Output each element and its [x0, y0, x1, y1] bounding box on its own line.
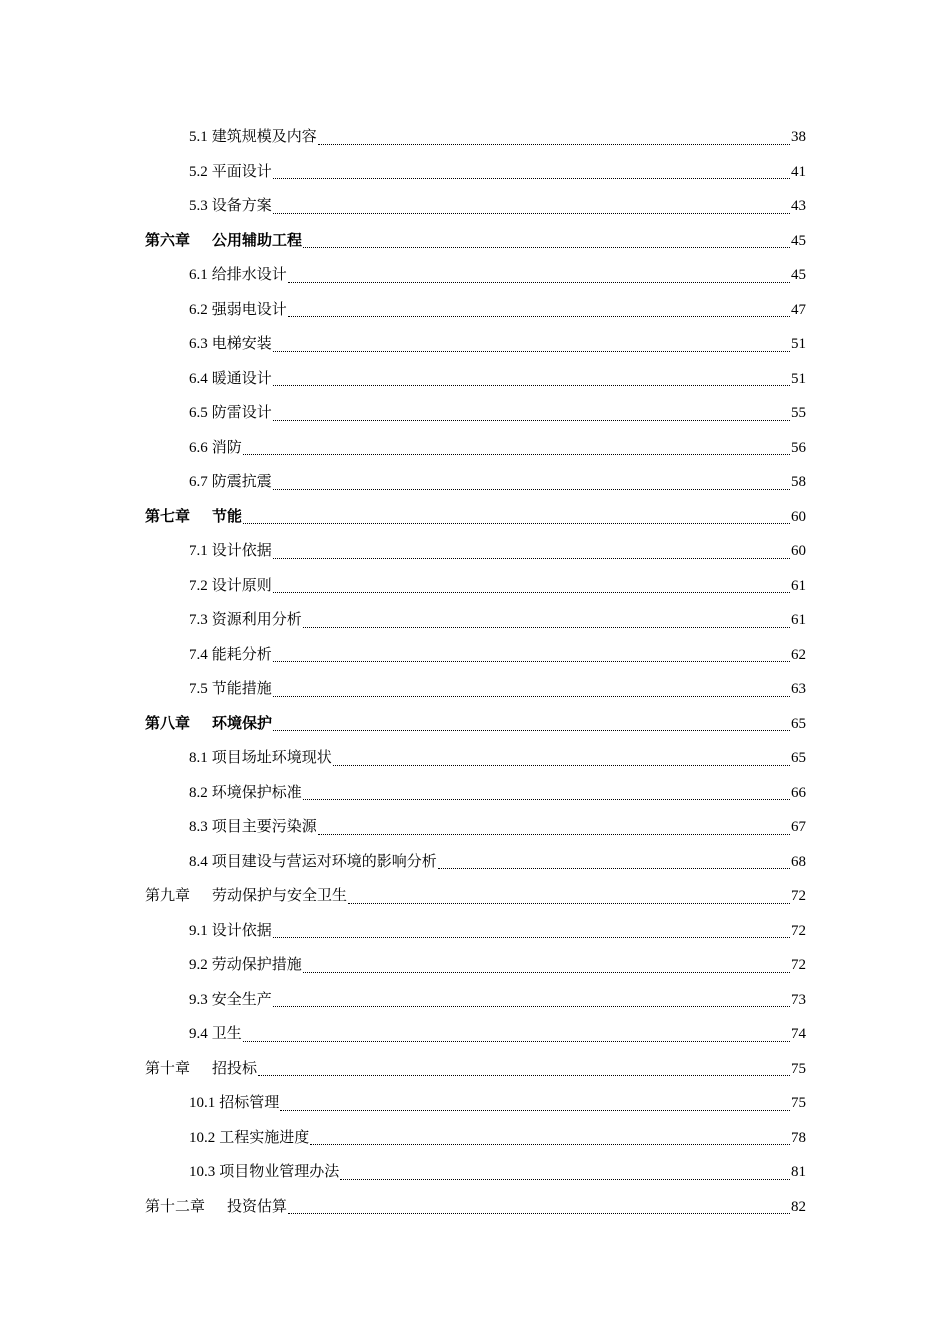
toc-entry-number: 6.4	[189, 370, 208, 387]
toc-entry-label	[189, 1086, 279, 1121]
toc-entry-number: 5.3	[189, 198, 208, 214]
toc-entry-number: 9.3	[189, 991, 208, 1008]
toc-entry-number: 6.2	[189, 301, 208, 318]
toc-dot-leader	[273, 672, 790, 707]
toc-dot-leader	[273, 569, 790, 604]
toc-entry-title: 招投标	[212, 1060, 258, 1077]
toc-entry[interactable]	[145, 948, 806, 983]
toc-entry-number: 9.1	[189, 922, 208, 939]
toc-dot-leader	[303, 224, 790, 259]
toc-entry-number: 6.5	[189, 405, 208, 421]
toc-page-number: 73	[791, 991, 806, 1008]
toc-page-number: 61	[791, 577, 806, 594]
toc-entry-label	[145, 500, 242, 535]
toc-entry-label	[145, 879, 347, 914]
toc-entry[interactable]	[145, 1155, 806, 1190]
toc-chapter-entry[interactable]	[145, 500, 806, 535]
toc-dot-leader	[303, 948, 790, 983]
toc-entry-label	[189, 293, 287, 328]
toc-entry[interactable]	[145, 741, 806, 776]
toc-page-number: 65	[791, 715, 806, 732]
toc-entry-title: 安全生产	[211, 991, 272, 1008]
toc-page-number: 60	[791, 543, 806, 559]
toc-entry[interactable]	[145, 362, 806, 397]
toc-entry-number: 8.4	[189, 853, 208, 870]
toc-page-number: 41	[791, 163, 806, 180]
toc-entry[interactable]	[145, 1121, 806, 1156]
toc-dot-leader	[273, 983, 790, 1018]
toc-entry-title: 劳动保护措施	[211, 957, 302, 973]
toc-entry-title: 环境保护	[212, 715, 273, 732]
toc-entry[interactable]	[145, 672, 806, 707]
toc-entry-title: 防雷设计	[211, 405, 272, 421]
toc-entry-label	[189, 1017, 242, 1052]
toc-entry[interactable]	[145, 1086, 806, 1121]
toc-entry-label	[189, 776, 302, 811]
toc-dot-leader	[280, 1086, 790, 1121]
toc-entry[interactable]	[145, 120, 806, 155]
toc-dot-leader	[310, 1121, 790, 1156]
toc-entry-number: 7.3	[189, 612, 208, 628]
toc-entry-title: 卫生	[211, 1026, 242, 1042]
toc-entry-label	[189, 810, 317, 845]
toc-dot-leader	[273, 396, 790, 431]
toc-entry-title: 建筑规模及内容	[211, 129, 317, 145]
toc-entry-label	[189, 1121, 309, 1156]
toc-entry[interactable]	[145, 1017, 806, 1052]
toc-entry-number: 第七章	[145, 508, 191, 525]
toc-entry[interactable]	[145, 465, 806, 500]
toc-dot-leader	[273, 465, 790, 500]
toc-entry-number: 8.3	[189, 819, 208, 835]
toc-entry-title: 能耗分析	[211, 646, 272, 663]
toc-entry-label	[189, 534, 272, 569]
toc-page-number: 62	[791, 646, 806, 663]
toc-page-number: 38	[791, 129, 806, 145]
toc-chapter-entry[interactable]	[145, 1190, 806, 1225]
toc-dot-leader	[333, 741, 790, 776]
toc-entry-label	[189, 396, 272, 431]
toc-entry-label	[189, 914, 272, 949]
toc-entry[interactable]	[145, 431, 806, 466]
toc-page-number: 67	[791, 819, 806, 835]
toc-entry-title: 设计原则	[211, 577, 272, 594]
toc-entry-label	[145, 1190, 287, 1225]
toc-entry-label	[189, 603, 302, 638]
toc-entry-label	[189, 741, 332, 776]
toc-page-number: 63	[791, 681, 806, 697]
toc-chapter-entry[interactable]	[145, 1052, 806, 1087]
toc-dot-leader	[243, 431, 790, 466]
toc-entry-label	[189, 465, 272, 500]
toc-page-number: 66	[791, 784, 806, 801]
toc-entry-label	[145, 707, 272, 742]
toc-entry-title: 设计依据	[211, 543, 272, 559]
toc-entry-label	[189, 1155, 339, 1190]
toc-dot-leader	[318, 120, 790, 155]
toc-entry[interactable]	[145, 396, 806, 431]
toc-entry-title: 设计依据	[211, 922, 272, 939]
table-of-contents	[145, 120, 806, 1224]
toc-entry-title: 工程实施进度	[219, 1129, 310, 1146]
toc-entry[interactable]	[145, 914, 806, 949]
toc-entry-title: 设备方案	[211, 198, 272, 214]
toc-entry-number: 第十二章	[145, 1198, 206, 1215]
toc-page-number: 82	[791, 1198, 806, 1215]
toc-entry-number: 第十章	[145, 1060, 191, 1077]
toc-page-number: 45	[791, 267, 806, 283]
toc-entry-number: 第六章	[145, 232, 191, 249]
toc-entry[interactable]	[145, 810, 806, 845]
toc-page-number: 72	[791, 922, 806, 939]
toc-page-number: 43	[791, 198, 806, 214]
toc-entry-number: 10.3	[189, 1164, 216, 1180]
toc-page-number: 61	[791, 612, 806, 628]
toc-page-number: 72	[791, 888, 806, 904]
toc-entry-number: 6.6	[189, 439, 208, 456]
toc-entry-label	[189, 948, 302, 983]
toc-dot-leader	[273, 534, 790, 569]
toc-entry-title: 项目物业管理办法	[219, 1164, 340, 1180]
toc-entry-title: 劳动保护与安全卫生	[212, 888, 348, 904]
toc-entry-label	[145, 224, 302, 259]
toc-dot-leader	[273, 189, 790, 224]
toc-entry-title: 暖通设计	[211, 370, 272, 387]
toc-dot-leader	[288, 1190, 790, 1225]
toc-chapter-entry[interactable]	[145, 707, 806, 742]
toc-entry-number: 7.5	[189, 681, 208, 697]
toc-entry-number: 5.2	[189, 163, 208, 180]
toc-entry-title: 节能	[212, 508, 243, 525]
toc-entry-number: 6.7	[189, 474, 208, 490]
toc-entry-title: 项目主要污染源	[211, 819, 317, 835]
toc-page-number: 72	[791, 957, 806, 973]
toc-entry[interactable]	[145, 534, 806, 569]
toc-entry[interactable]	[145, 776, 806, 811]
toc-page-number: 47	[791, 301, 806, 318]
toc-entry[interactable]	[145, 569, 806, 604]
toc-dot-leader	[318, 810, 790, 845]
toc-entry-number: 6.3	[189, 336, 208, 352]
toc-entry-number: 8.2	[189, 784, 208, 801]
toc-dot-leader	[273, 638, 790, 673]
toc-entry-title: 投资估算	[227, 1198, 288, 1215]
toc-dot-leader	[340, 1155, 790, 1190]
toc-dot-leader	[438, 845, 790, 880]
toc-entry[interactable]	[145, 155, 806, 190]
toc-page-number: 55	[791, 405, 806, 421]
toc-page-number: 45	[791, 232, 806, 249]
toc-entry-label	[145, 1052, 257, 1087]
toc-page-number: 51	[791, 336, 806, 352]
toc-entry-label	[189, 431, 242, 466]
toc-page-number: 75	[791, 1060, 806, 1077]
toc-dot-leader	[243, 500, 790, 535]
toc-dot-leader	[303, 776, 790, 811]
toc-dot-leader	[258, 1052, 790, 1087]
toc-entry[interactable]	[145, 845, 806, 880]
toc-dot-leader	[288, 293, 790, 328]
toc-entry[interactable]	[145, 327, 806, 362]
toc-entry-number: 8.1	[189, 750, 208, 766]
toc-entry-number: 7.2	[189, 577, 208, 594]
toc-page-number: 78	[791, 1129, 806, 1146]
toc-entry-number: 9.4	[189, 1026, 208, 1042]
toc-entry-title: 强弱电设计	[211, 301, 287, 318]
toc-dot-leader	[303, 603, 790, 638]
toc-page-number: 56	[791, 439, 806, 456]
toc-entry-title: 招标管理	[219, 1095, 280, 1111]
toc-page-number: 68	[791, 853, 806, 870]
toc-dot-leader	[348, 879, 790, 914]
toc-entry-title: 资源利用分析	[211, 612, 302, 628]
toc-page-number: 81	[791, 1164, 806, 1180]
toc-entry-number: 5.1	[189, 129, 208, 145]
toc-entry-title: 防震抗震	[211, 474, 272, 490]
toc-page-number: 74	[791, 1026, 806, 1042]
toc-entry-title: 项目场址环境现状	[211, 750, 332, 766]
toc-entry-label	[189, 327, 272, 362]
toc-dot-leader	[273, 362, 790, 397]
toc-entry-label	[189, 362, 272, 397]
toc-entry[interactable]	[145, 638, 806, 673]
toc-entry[interactable]	[145, 983, 806, 1018]
toc-page-number: 58	[791, 474, 806, 490]
toc-entry-number: 7.1	[189, 543, 208, 559]
toc-entry[interactable]	[145, 189, 806, 224]
toc-entry-number: 第九章	[145, 888, 191, 904]
toc-entry-label	[189, 983, 272, 1018]
toc-entry-title: 环境保护标准	[211, 784, 302, 801]
toc-entry-number: 7.4	[189, 646, 208, 663]
toc-entry[interactable]	[145, 603, 806, 638]
toc-dot-leader	[243, 1017, 790, 1052]
toc-chapter-entry[interactable]	[145, 879, 806, 914]
toc-entry[interactable]	[145, 293, 806, 328]
toc-entry-label	[189, 120, 317, 155]
toc-dot-leader	[273, 327, 790, 362]
toc-dot-leader	[273, 707, 790, 742]
toc-entry-number: 10.2	[189, 1129, 216, 1146]
toc-dot-leader	[273, 914, 790, 949]
toc-entry-number: 10.1	[189, 1095, 216, 1111]
toc-dot-leader	[288, 258, 790, 293]
toc-chapter-entry[interactable]	[145, 224, 806, 259]
toc-entry-number: 9.2	[189, 957, 208, 973]
toc-page-number: 65	[791, 750, 806, 766]
toc-page-number: 75	[791, 1095, 806, 1111]
toc-entry-title: 电梯安装	[211, 336, 272, 352]
toc-entry-label	[189, 258, 287, 293]
toc-page-number: 51	[791, 370, 806, 387]
toc-entry-title: 消防	[211, 439, 242, 456]
toc-entry-label	[189, 155, 272, 190]
toc-entry-label	[189, 569, 272, 604]
toc-entry-title: 给排水设计	[211, 267, 287, 283]
toc-entry-number: 6.1	[189, 267, 208, 283]
toc-entry-title: 节能措施	[211, 681, 272, 697]
toc-entry-label	[189, 845, 437, 880]
toc-entry[interactable]	[145, 258, 806, 293]
toc-entry-title: 项目建设与营运对环境的影响分析	[211, 853, 437, 870]
toc-entry-label	[189, 672, 272, 707]
toc-entry-number: 第八章	[145, 715, 191, 732]
toc-entry-label	[189, 638, 272, 673]
toc-entry-title: 平面设计	[211, 163, 272, 180]
toc-entry-label	[189, 189, 272, 224]
toc-page-number: 60	[791, 508, 806, 525]
toc-dot-leader	[273, 155, 790, 190]
toc-entry-title: 公用辅助工程	[212, 232, 303, 249]
